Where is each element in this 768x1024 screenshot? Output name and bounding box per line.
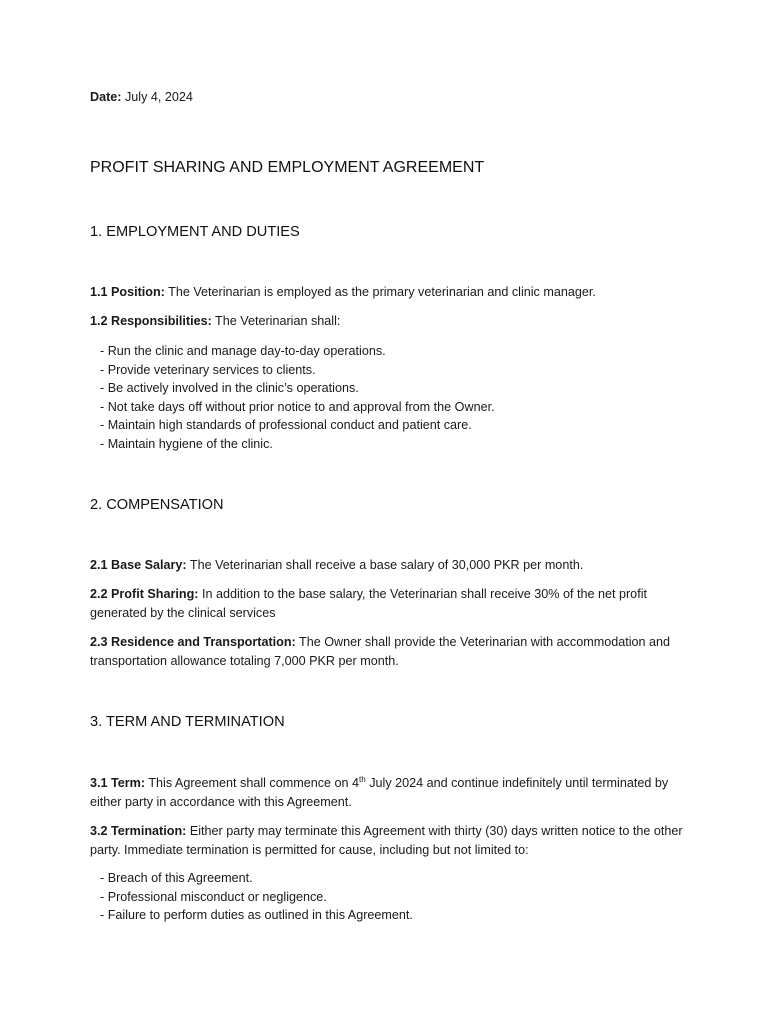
- clause-text: The Owner shall provide the Veterinarian with accommodation and transportation allowance totaling 7,000 PKR per month.: [90, 635, 671, 668]
- document-title: PROFIT SHARING AND EMPLOYMENT AGREEMENT: [90, 159, 485, 176]
- section-heading-term: 3. TERM AND TERMINATION: [90, 714, 285, 730]
- clause-label: 3.1 Term:: [90, 776, 146, 790]
- clause-2-2: [90, 585, 690, 623]
- clause-text: The Veterinarian shall receive a base salary of 30,000 PKR per month.: [186, 558, 584, 572]
- clause-text: The Veterinarian is employed as the primary veterinarian and clinic manager.: [164, 285, 596, 299]
- section-heading-employment: 1. EMPLOYMENT AND DUTIES: [90, 224, 300, 240]
- date-line: [90, 88, 690, 107]
- date-label: Date:: [90, 90, 122, 104]
- clause-label: 2.3 Residence and Transportation:: [90, 635, 296, 649]
- clause-label: 2.2 Profit Sharing:: [90, 587, 199, 601]
- clause-label: 1.1 Position:: [90, 285, 165, 299]
- clause-text: The Veterinarian shall:: [211, 314, 341, 328]
- list-item: - Maintain hygiene of the clinic.: [100, 436, 273, 451]
- clause-3-2: [90, 822, 690, 860]
- clause-label: 2.1 Base Salary:: [90, 558, 187, 572]
- section-heading-compensation: 2. COMPENSATION: [90, 497, 224, 513]
- list-item: - Breach of this Agreement.: [100, 871, 253, 885]
- ordinal-suffix: th: [359, 774, 366, 784]
- list-item: - Run the clinic and manage day-to-day operations.: [100, 344, 386, 358]
- list-item: - Not take days off without prior notice to and approval from the Owner.: [100, 399, 495, 414]
- list-item: - Failure to perform duties as outlined in this Agreement.: [100, 908, 413, 923]
- clause-text: July 2024 and continue indefinitely until terminated by either party in accordance with this Agreement.: [90, 776, 669, 809]
- list-item: - Maintain high standards of professional conduct and patient care.: [100, 418, 472, 433]
- clause-text: This Agreement shall commence on 4: [145, 776, 360, 790]
- clause-1-2: [90, 312, 690, 331]
- clause-1-1: [90, 283, 690, 302]
- clause-2-1: [90, 556, 690, 575]
- clause-label: 3.2 Termination:: [90, 824, 187, 838]
- clause-2-3: [90, 633, 690, 671]
- clause-3-1: [90, 774, 690, 812]
- list-item: - Be actively involved in the clinic’s operations.: [100, 381, 359, 396]
- termination-causes-list: [90, 869, 700, 925]
- list-item: - Provide veterinary services to clients.: [100, 362, 316, 377]
- clause-label: 1.2 Responsibilities:: [90, 314, 212, 328]
- responsibilities-list: [90, 342, 700, 454]
- list-item: - Professional misconduct or negligence.: [100, 889, 327, 904]
- date-value: July 4, 2024: [121, 90, 193, 104]
- clause-text: Either party may terminate this Agreement with thirty (30) days written notice to the other party. Immediate termination is permitted for cause, including but not limited to:: [90, 824, 683, 857]
- clause-text: In addition to the base salary, the Veterinarian shall receive 30% of the net profit generated by the clinical services: [90, 587, 647, 620]
